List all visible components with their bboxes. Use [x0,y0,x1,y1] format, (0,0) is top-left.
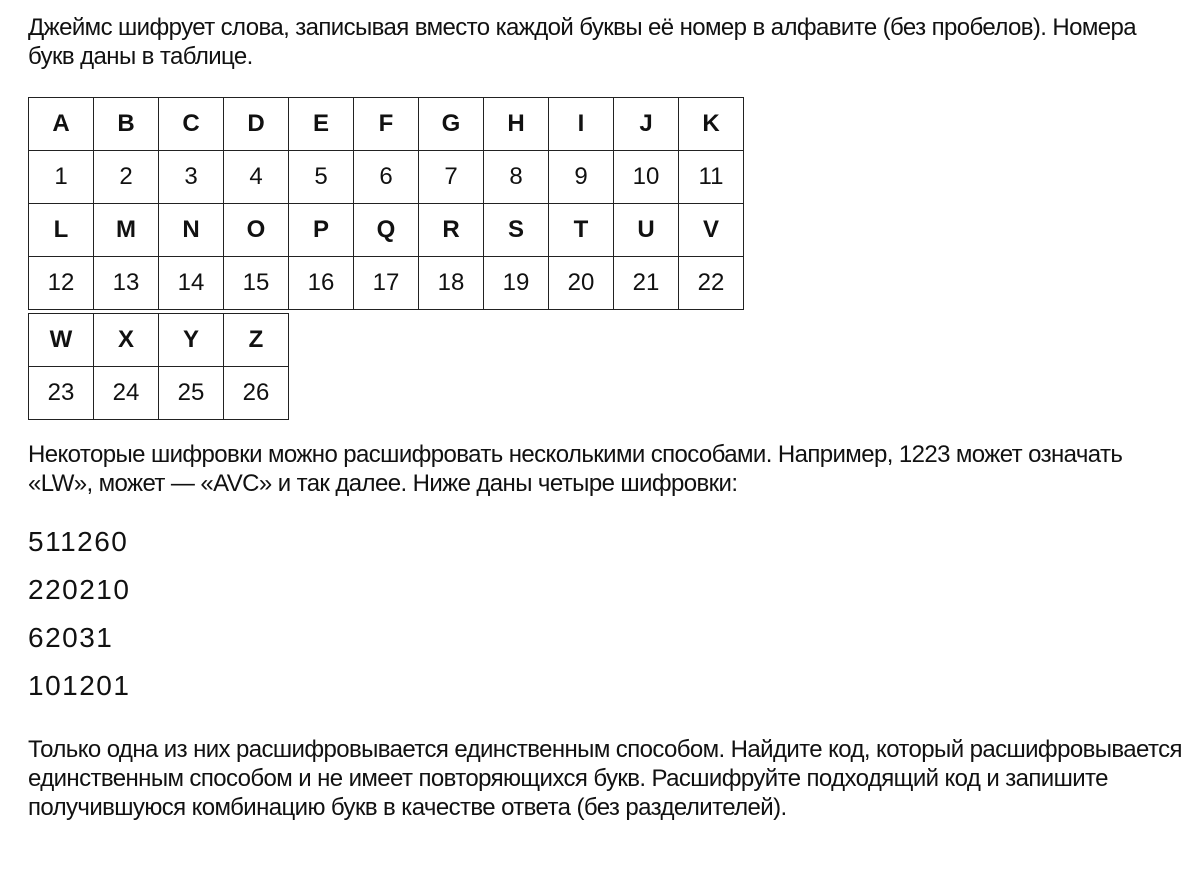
letter-cell: U [614,204,679,257]
letter-cell: Z [224,314,289,367]
number-cell: 19 [484,257,549,310]
letter-cell: B [94,98,159,151]
letter-cell: S [484,204,549,257]
numbers-row-1 [29,151,744,204]
number-cell: 10 [614,151,679,204]
number-cell: 22 [679,257,744,310]
number-cell: 13 [94,257,159,310]
letter-cell: G [419,98,484,151]
number-cell: 9 [549,151,614,204]
number-cell: 21 [614,257,679,310]
number-cell: 24 [94,367,159,420]
cipher-code: 511260 [28,526,129,557]
number-cell: 15 [224,257,289,310]
letter-cell: M [94,204,159,257]
numbers-row-3 [29,367,289,420]
letter-cell: L [29,204,94,257]
letter-cell: Q [354,204,419,257]
letter-cell: I [549,98,614,151]
letter-cell: P [289,204,354,257]
number-cell: 4 [224,151,289,204]
letter-cell: K [679,98,744,151]
intro-text: Джеймс шифрует слова, записывая вместо каждой буквы её номер в алфавите (без пробелов). Номера букв даны в таблице. [28,14,1137,70]
number-cell: 3 [159,151,224,204]
number-cell: 11 [679,151,744,204]
letters-row-2 [29,204,744,257]
number-cell: 8 [484,151,549,204]
letter-cell: Y [159,314,224,367]
letter-cell: E [289,98,354,151]
letter-cell: A [29,98,94,151]
letter-cell: O [224,204,289,257]
number-cell: 26 [224,367,289,420]
letter-cell: F [354,98,419,151]
number-cell: 17 [354,257,419,310]
letter-cell: C [159,98,224,151]
cipher-code: 62031 [28,622,114,653]
number-cell: 6 [354,151,419,204]
number-cell: 1 [29,151,94,204]
alphabet-table [28,97,744,310]
numbers-row-2 [29,257,744,310]
cipher-code: 101201 [28,670,131,701]
number-cell: 2 [94,151,159,204]
letter-cell: R [419,204,484,257]
note-text: Некоторые шифровки можно расшифровать несколькими способами. Например, 1223 может означать «LW», может — «AVC» и так далее. Ниже даны четыре шифровки: [28,441,1123,497]
number-cell: 18 [419,257,484,310]
number-cell: 16 [289,257,354,310]
number-cell: 12 [29,257,94,310]
letter-cell: H [484,98,549,151]
number-cell: 7 [419,151,484,204]
number-cell: 25 [159,367,224,420]
task-text: Только одна из них расшифровывается единственным способом. Найдите код, который расшифровывается единственным способом и не имеет повторяющихся букв. Расшифруйте подходящий код и запишите получившуюся комбинацию букв в качестве ответа (без разделителей). [28,736,1182,821]
number-cell: 5 [289,151,354,204]
letter-cell: W [29,314,94,367]
letter-cell: T [549,204,614,257]
number-cell: 23 [29,367,94,420]
alphabet-table-tail [28,313,289,420]
letter-cell: D [224,98,289,151]
letter-cell: V [679,204,744,257]
letters-row-3 [29,314,289,367]
number-cell: 20 [549,257,614,310]
letter-cell: J [614,98,679,151]
letter-cell: X [94,314,159,367]
letter-cell: N [159,204,224,257]
number-cell: 14 [159,257,224,310]
letters-row-1 [29,98,744,151]
cipher-code: 220210 [28,574,131,605]
